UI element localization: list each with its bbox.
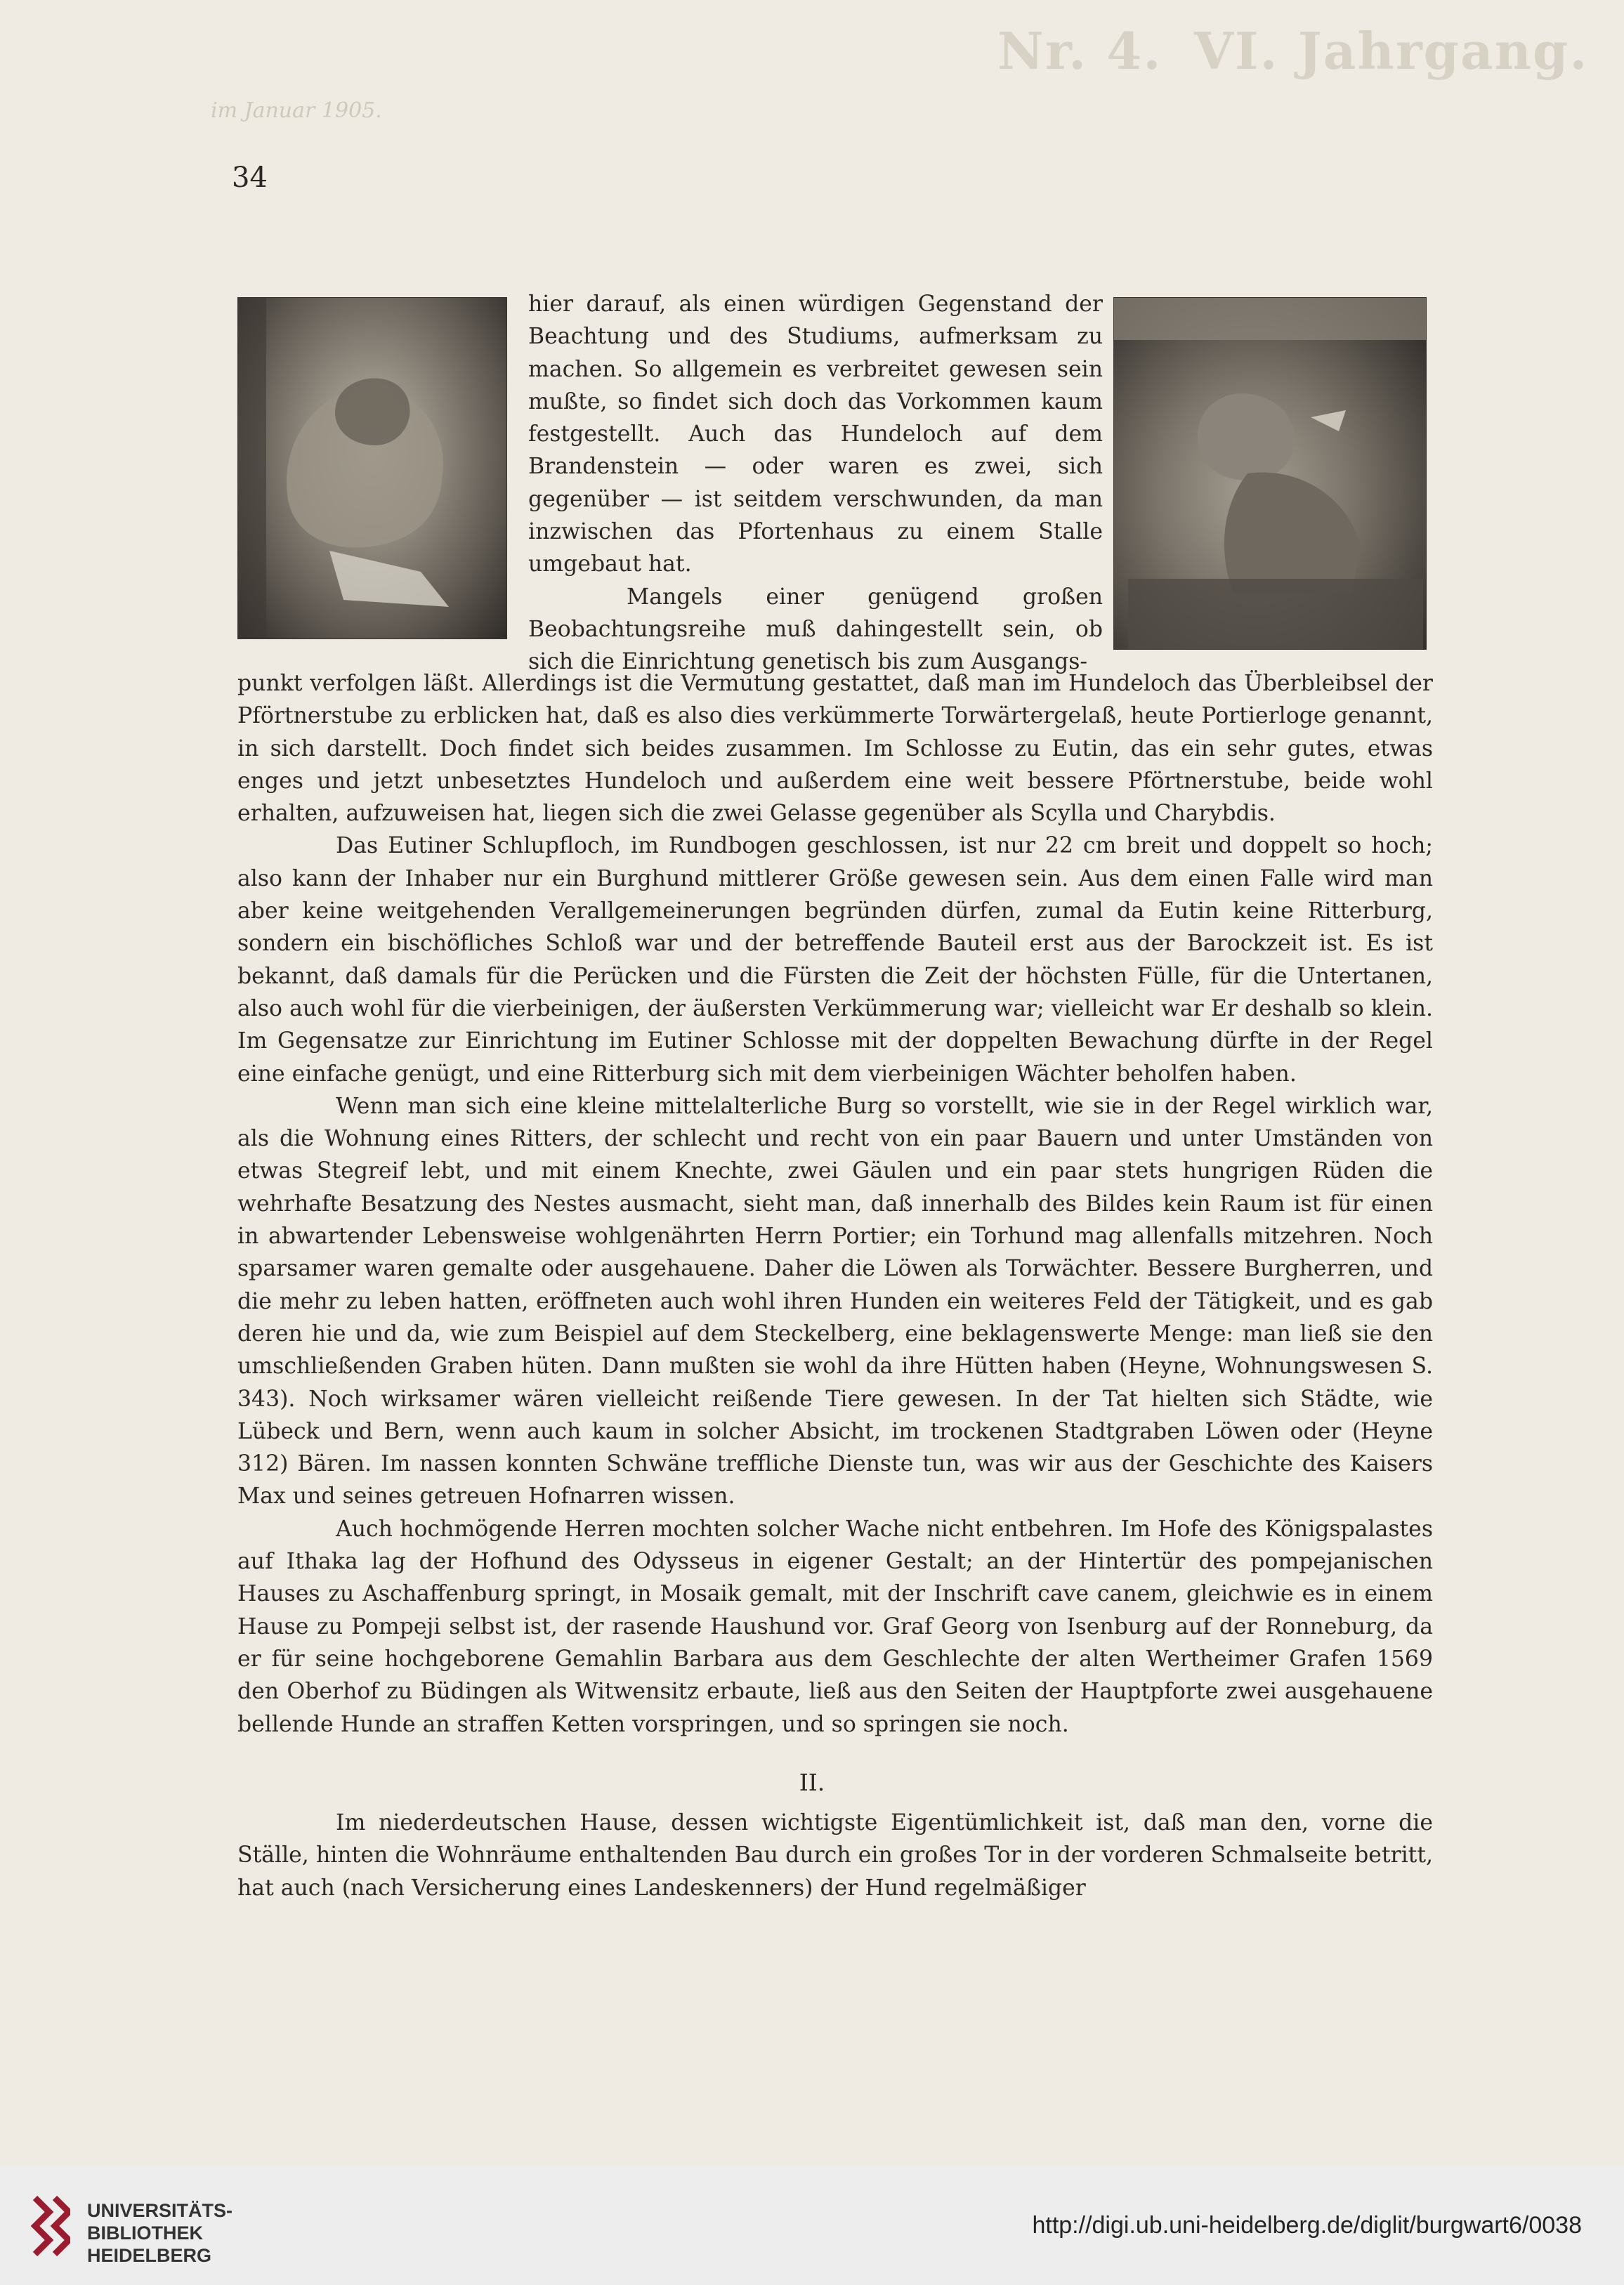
column-paragraph: hier darauf, als einen würdigen Gegenstand der Beachtung und des Studiums, aufmerksam zu machen. So allgemein es verbreitet gewesen sein mußte, so findet sich doch das Vorkommen kaum festgestellt. Auch das Hundeloch auf dem Brandenstein — oder waren es zwei, sich gegenüber — ist seitdem verschwunden, da man inzwischen das Pfortenhaus zu einem Stalle umgebaut hat. (528, 292, 1103, 577)
lion-relief-photo-left (237, 297, 507, 639)
body-text (237, 667, 1433, 1741)
faded-volume-title: VI. Jahrgang. (1194, 21, 1589, 81)
library-name (87, 2199, 233, 2267)
column-text (528, 288, 1103, 679)
library-name-line: BIBLIOTHEK (87, 2222, 203, 2244)
column-paragraph: Mangels einer genügend großen Beobachtungsreihe muß dahingestellt sein, ob sich die Einrichtung genetisch bis zum Ausgangs- (528, 584, 1103, 675)
lion-relief-icon (238, 298, 506, 639)
library-name-line: HEIDELBERG (87, 2245, 212, 2266)
library-footer (0, 2166, 1624, 2285)
university-library-logo-icon (28, 2194, 70, 2258)
lion-relief-icon (1114, 298, 1426, 649)
body-paragraph: Auch hochmögende Herren mochten solcher Wache nicht entbehren. Im Hofe des Königspalastes auf Ithaka lag der Hofhund des Odysseus in eigener Gestalt; an der Hintertür des pompejanischen Hauses zu Aschaffenburg springt, in Mosaik gemalt, mit der Inschrift cave canem, gleichwie es in einem Hause zu Pompeji selbst ist, der rasende Haushund vor. Graf Georg von Isenburg auf der Ronneburg, da er für seine hochgeborene Gemahlin Barbara aus dem Geschlechte der alten Wertheimer Grafen 1569 den Oberhof zu Büdingen als Witwensitz erbaute, ließ aus den Seiten der Hauptpforte zwei ausgehauene bellende Hunde an straffen Ketten vorspringen, und so springen sie noch. (237, 1516, 1433, 1737)
body-paragraph: Wenn man sich eine kleine mittelalterliche Burg so vorstellt, wie sie in der Regel wirklich war, als die Wohnung eines Ritters, der schlecht und recht von ein paar Bauern und unter Umständen von etwas Stegreif lebt, und mit einem Knechte, zwei Gäulen und ein paar stets hungrigen Rüden die wehrhafte Besatzung des Nestes ausmacht, sieht man, daß innerhalb des Bildes kein Raum ist für einen in abwartender Lebensweise wohlgenährten Herrn Portier; ein Torhund mag allenfalls mitzehren. Noch sparsamer waren gemalte oder ausgehauene. Daher die Löwen als Torwächter. Bessere Burgherren, und die mehr zu leben hatten, eröffneten auch wohl ihren Hunden ein weiteres Feld der Tätigkeit, und es gab deren hie und da, wie zum Beispiel auf dem Steckelberg, eine beklagenswerte Menge: man ließ sie den umschließenden Graben hüten. Dann mußten sie wohl da ihre Hütten haben (Heyne, Wohnungswesen S. 343). Noch wirksamer wären vielleicht reißende Tiere gewesen. In der Tat hielten sich Städte, wie Lübeck und Bern, wenn auch kaum in solcher Absicht, im trockenen Stadtgraben Löwen oder (Heyne 312) Bären. Im nassen konnten Schwäne treffliche Dienste tun, was wir aus der Geschichte des Kaisers Max und seines getreuen Hofnarren wissen. (237, 1093, 1433, 1510)
faded-date: im Januar 1905. (211, 98, 382, 123)
digital-source-link[interactable]: http://digi.ub.uni-heidelberg.de/diglit/burgwart6/0038 (1032, 2212, 1582, 2239)
section-paragraph: Im niederdeutschen Hause, dessen wichtigste Eigentümlichkeit ist, daß man den, vorne die Ställe, hinten die Wohnräume enthaltenden Bau durch ein großes Tor in der vorderen Schmalseite betritt, hat auch (nach Versicherung eines Landeskenners) der Hund regelmäßiger (237, 1810, 1433, 1901)
body-paragraph: punkt verfolgen läßt. Allerdings ist die Vermutung gestattet, daß man im Hundeloch das Überbleibsel der Pförtnerstube zu erblicken hat, daß es also dies verkümmerte Torwärtergelaß, heute Portierloge genannt, in sich darstellt. Doch findet sich beides zusammen. Im Schlosse zu Eutin, das ein sehr gutes, etwas enges und jetzt unbesetztes Hundeloch und außerdem eine weit bessere Pförtnerstube, beide wohl erhalten, aufzuweisen hat, liegen sich die zwei Gelasse gegenüber als Scylla und Charybdis. (237, 671, 1433, 827)
section-text (237, 1807, 1433, 1904)
lion-relief-photo-right (1113, 297, 1427, 650)
library-name-line: UNIVERSITÄTS- (87, 2200, 233, 2221)
page-number: 34 (232, 162, 268, 194)
faded-issue-number: Nr. 4. (997, 21, 1163, 81)
section-heading: II. (799, 1769, 825, 1796)
body-paragraph: Das Eutiner Schlupfloch, im Rundbogen geschlossen, ist nur 22 cm breit und doppelt so hoch; also kann der Inhaber nur ein Burghund mittlerer Größe gewesen sein. Aus dem einen Falle wird man aber keine weitgehenden Verallgemeinerungen begründen dürfen, zumal da Eutin keine Ritterburg, sondern ein bischöfliches Schloß war und der betreffende Bauteil erst aus der Barockzeit ist. Es ist bekannt, daß damals für die Perücken und die Fürsten die Zeit der höchsten Fülle, für die Untertanen, also auch wohl für die vierbeinigen, der äußersten Verkümmerung war; vielleicht war Er deshalb so klein. Im Gegensatze zur Einrichtung im Eutiner Schlosse mit der doppelten Bewachung dürfte in der Regel eine einfache genügt, und eine Ritterburg sich mit dem vierbeinigen Wächter beholfen haben. (237, 833, 1433, 1087)
